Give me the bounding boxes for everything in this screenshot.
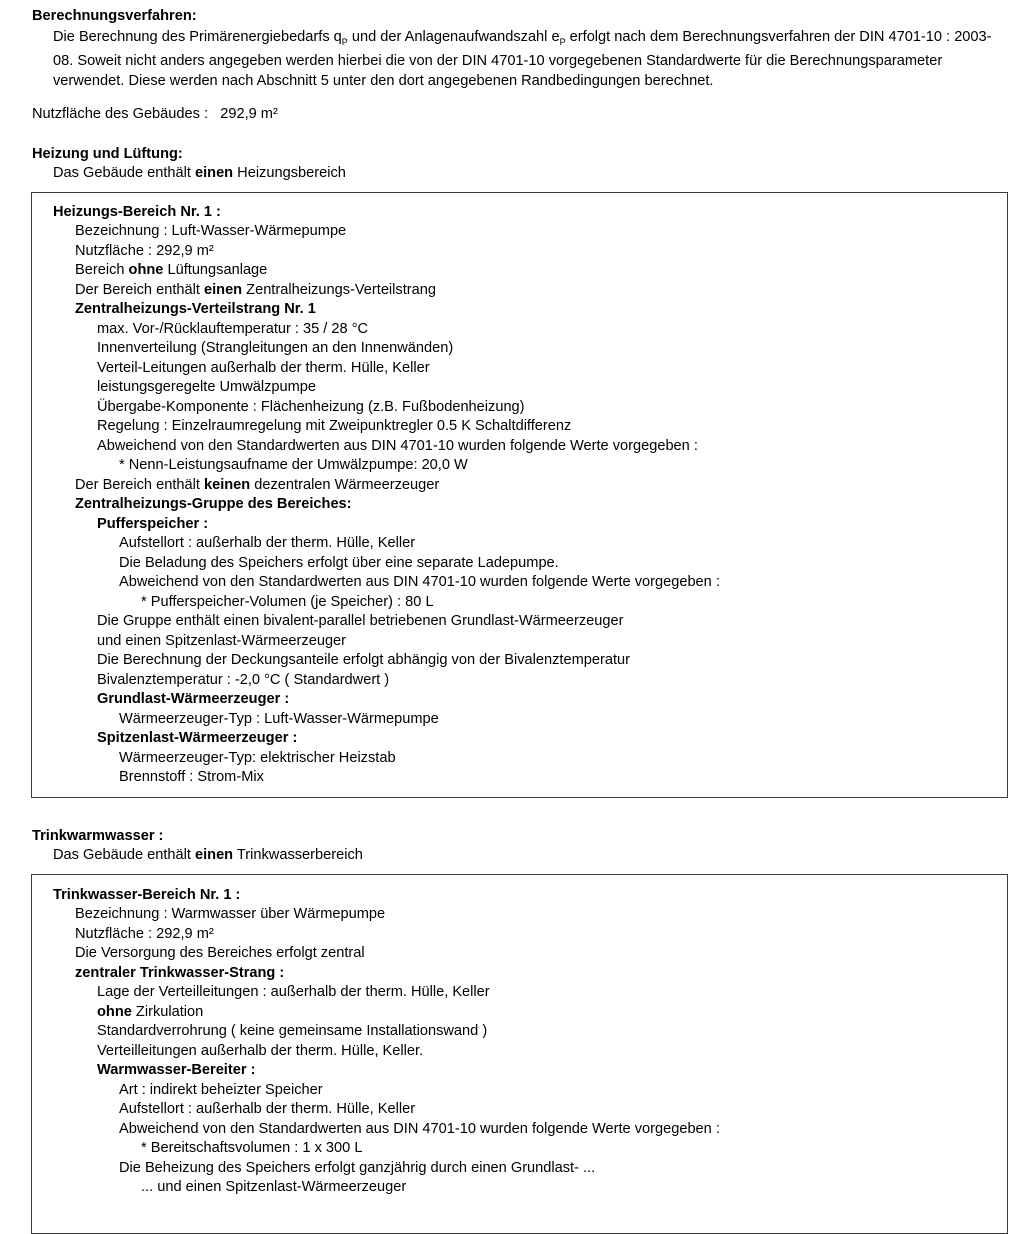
- tw-verrohrung: Standardverrohrung ( keine gemeinsame Installationswand ): [97, 1023, 488, 1039]
- bivalent-info-1: Die Gruppe enthält einen bivalent-parallel betriebenen Grundlast-Wärmeerzeuger: [97, 613, 624, 629]
- heizung-lueftung: Bereich ohne Lüftungsanlage: [75, 262, 268, 278]
- bivalenztemperatur: Bivalenztemperatur : -2,0 °C ( Standardwert ): [97, 672, 390, 688]
- nutzflaeche-line: Nutzfläche des Gebäudes : 292,9 m²: [32, 106, 278, 122]
- tw-versorgung: Die Versorgung des Bereiches erfolgt zentral: [75, 945, 365, 961]
- regelung: Regelung : Einzelraumregelung mit Zweipunktregler 0.5 K Schaltdifferenz: [97, 418, 572, 434]
- verteil-leitungen: Verteil-Leitungen außerhalb der therm. Hülle, Keller: [97, 360, 430, 376]
- nenn-leistungsaufnahme: * Nenn-Leistungsaufname der Umwälzpumpe: 20,0 W: [119, 457, 468, 473]
- tw-beheizung-1: Die Beheizung des Speichers erfolgt ganzjährig durch einen Grundlast- ...: [119, 1160, 596, 1176]
- zentralheizungs-gruppe-title: Zentralheizungs-Gruppe des Bereiches:: [75, 496, 352, 512]
- spitzenlast-title: Spitzenlast-Wärmeerzeuger :: [97, 730, 298, 746]
- brennstoff: Brennstoff : Strom-Mix: [119, 769, 264, 785]
- abweichung-note-2: Abweichend von den Standardwerten aus DIN 4701-10 wurden folgende Werte vorgegeben :: [119, 574, 720, 590]
- tw-strang-title: zentraler Trinkwasser-Strang :: [75, 965, 285, 981]
- heizung-strang-info: Der Bereich enthält einen Zentralheizungs-Verteilstrang: [75, 282, 436, 298]
- trinkwasser-intro: Das Gebäude enthält einen Trinkwasserbereich: [53, 847, 363, 863]
- tw-abweichung-note: Abweichend von den Standardwerten aus DIN 4701-10 wurden folgende Werte vorgegeben :: [119, 1121, 720, 1137]
- spitzenlast-typ: Wärmeerzeuger-Typ: elektrischer Heizstab: [119, 750, 396, 766]
- heizung-heading: Heizung und Lüftung:: [32, 146, 183, 162]
- tw-lage: Lage der Verteilleitungen : außerhalb der therm. Hülle, Keller: [97, 984, 490, 1000]
- tw-bereiter-title: Warmwasser-Bereiter :: [97, 1062, 256, 1078]
- verfahren-paragraph: Die Berechnung des Primärenergiebedarfs $q_P$ und der Anlagenaufwandszahl $e_P$ erfolgt nach dem Berechnungsverfahren der DIN 4701-10 : 2003-08. Soweit nicht anders angegeben werden hierbei die von der DIN 4701-10 vorgegebenen Standardwerte für die Berechnungsparameter verwendet. Diese werden nach Abschnitt 5 unter den dort angegebenen Randbedingungen berechnet.: [53, 29, 992, 89]
- pufferspeicher-title: Pufferspeicher :: [97, 516, 209, 532]
- verteilstrang-title: Zentralheizungs-Verteilstrang Nr. 1: [75, 301, 316, 317]
- tw-bereitschaftsvolumen: * Bereitschaftsvolumen : 1 x 300 L: [141, 1140, 363, 1156]
- heizung-nutzflaeche: Nutzfläche : 292,9 m²: [75, 243, 214, 259]
- dezentral-info: Der Bereich enthält keinen dezentralen Wärmeerzeuger: [75, 477, 440, 493]
- heizungs-bereich-title: Heizungs-Bereich Nr. 1 :: [53, 204, 221, 220]
- bivalent-info-2: und einen Spitzenlast-Wärmeerzeuger: [97, 633, 347, 649]
- deckungsanteile: Die Berechnung der Deckungsanteile erfolgt abhängig von der Bivalenztemperatur: [97, 652, 630, 668]
- trinkwasser-bereich-title: Trinkwasser-Bereich Nr. 1 :: [53, 887, 241, 903]
- innenverteilung: Innenverteilung (Strangleitungen an den Innenwänden): [97, 340, 454, 356]
- vorlauf-temperatur: max. Vor-/Rücklauftemperatur : 35 / 28 °C: [97, 321, 369, 337]
- heizung-intro: Das Gebäude enthält einen Heizungsbereich: [53, 165, 346, 181]
- puffer-beladung: Die Beladung des Speichers erfolgt über eine separate Ladepumpe.: [119, 555, 559, 571]
- uebergabe-komponente: Übergabe-Komponente : Flächenheizung (z.B. Fußbodenheizung): [97, 399, 525, 415]
- puffer-aufstellort: Aufstellort : außerhalb der therm. Hülle, Keller: [119, 535, 416, 551]
- tw-bezeichnung: Bezeichnung : Warmwasser über Wärmepumpe: [75, 906, 386, 922]
- tw-zirkulation: ohne Zirkulation: [97, 1004, 204, 1020]
- heizung-bezeichnung: Bezeichnung : Luft-Wasser-Wärmepumpe: [75, 223, 347, 239]
- verfahren-heading: Berechnungsverfahren:: [32, 8, 197, 24]
- tw-aufstellort: Aufstellort : außerhalb der therm. Hülle, Keller: [119, 1101, 416, 1117]
- tw-beheizung-2: ... und einen Spitzenlast-Wärmeerzeuger: [141, 1179, 407, 1195]
- grundlast-title: Grundlast-Wärmeerzeuger :: [97, 691, 290, 707]
- grundlast-typ: Wärmeerzeuger-Typ : Luft-Wasser-Wärmepumpe: [119, 711, 439, 727]
- tw-verteilleitungen: Verteilleitungen außerhalb der therm. Hülle, Keller.: [97, 1043, 424, 1059]
- umwaelzpumpe: leistungsgeregelte Umwälzpumpe: [97, 379, 317, 395]
- trinkwasser-heading: Trinkwarmwasser :: [32, 828, 164, 844]
- puffer-volumen: * Pufferspeicher-Volumen (je Speicher) : 80 L: [141, 594, 434, 610]
- tw-art: Art : indirekt beheizter Speicher: [119, 1082, 323, 1098]
- abweichung-note-1: Abweichend von den Standardwerten aus DIN 4701-10 wurden folgende Werte vorgegeben :: [97, 438, 698, 454]
- tw-nutzflaeche: Nutzfläche : 292,9 m²: [75, 926, 214, 942]
